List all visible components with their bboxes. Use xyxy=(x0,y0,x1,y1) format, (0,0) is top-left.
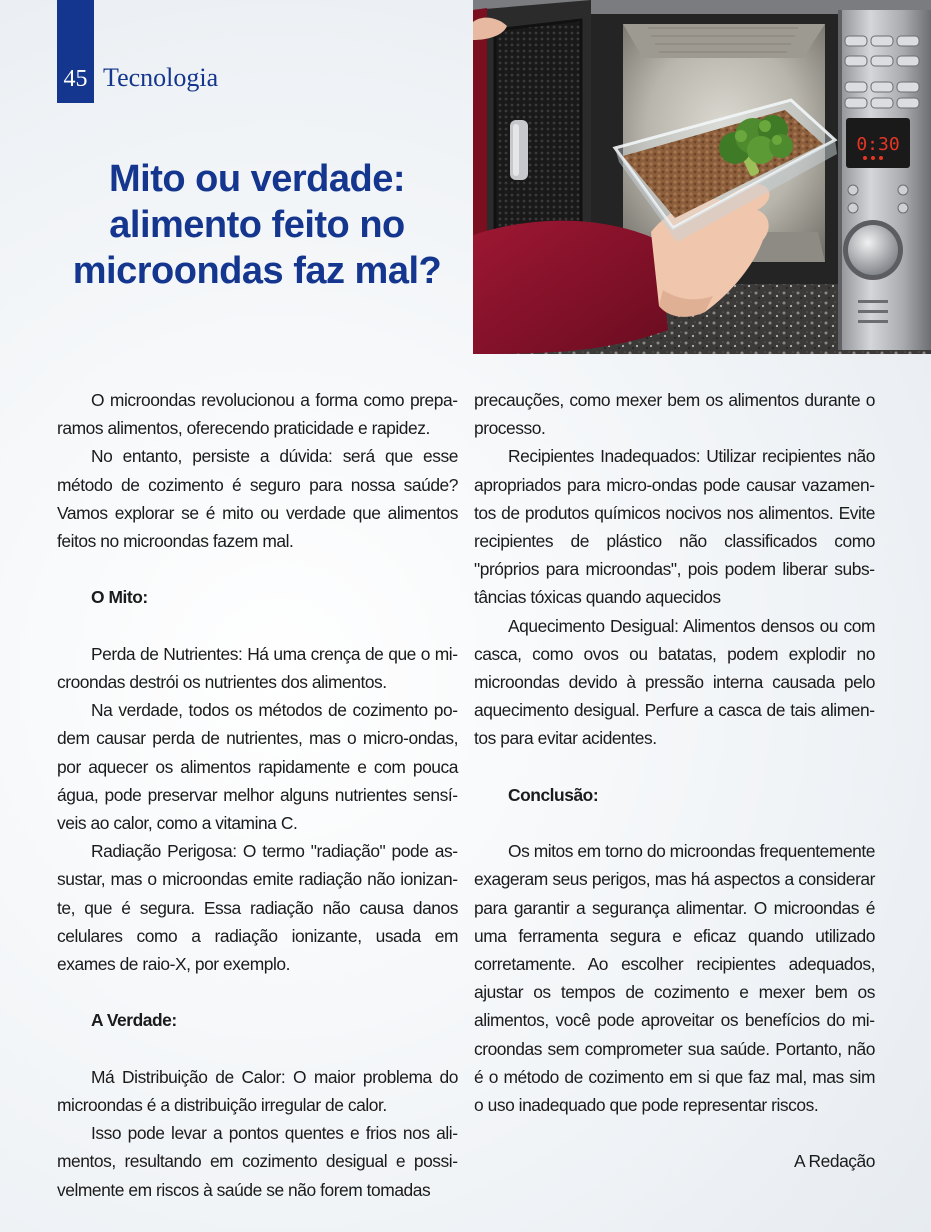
paragraph-conclusion: Os mitos em torno do microondas frequentemente exageram seus perigos, mas há aspectos a considerar para garantir a segurança alimentar. O microondas é uma ferramenta segura e eficaz quando utilizado corretamente. Ao escolher recipientes adequados, ajustar os tempos de cozimento e mexer bem os alimentos, você pode aproveitar os benefícios do microondas sem comprometer sua saúde. Portanto, não é o método de cozimento em si que faz mal, mas sim o uso inadequado que pode representar riscos. xyxy=(474,841,875,1116)
article-title-line-2: alimento feito no xyxy=(109,204,405,246)
article-title-line-1: Mito ou verdade: xyxy=(108,158,406,200)
article-signature: A Redação xyxy=(793,1151,875,1172)
paragraph-heat-distribution: Má Distribuição de Calor: O maior problema do microondas é a distribuição irregular de calor. xyxy=(57,1066,458,1116)
paragraph-hot-spots-continued: precauções, como mexer bem os alimentos durante o processo. xyxy=(474,390,875,439)
heading-myth: O Mito: xyxy=(91,587,148,608)
article-title xyxy=(57,156,457,294)
paragraph-uneven-heating: Aquecimento Desigual: Alimentos densos ou com casca, como ovos ou batatas, podem explodir no microondas devido à pressão interna causada pelo aquecimento desigual. Perfure a casca de tais alimentos para evitar acidentes. xyxy=(474,615,875,749)
microwave-display-text: 0:30 xyxy=(856,134,900,155)
page-number: 45 xyxy=(63,66,88,92)
article-photo xyxy=(473,0,931,354)
paragraph-question: No entanto, persiste a dúvida: será que esse método de cozimento é seguro para nossa saúde? Vamos explorar se é mito ou verdade que alimentos feitos no microondas fazem mal. xyxy=(57,446,458,552)
paragraph-intro: O microondas revolucionou a forma como preparamos alimentos, oferecendo praticidade e rapidez. xyxy=(57,390,458,439)
paragraph-radiation: Radiação Perigosa: O termo "radiação" pode assustar, mas o microondas emite radiação não ionizante, que é segura. Essa radiação não causa danos celulares como a radiação ionizante, usada em exames de raio-X, por exemplo. xyxy=(57,841,458,975)
article-column-left xyxy=(57,386,458,1204)
article-title-line-3: microondas faz mal? xyxy=(72,250,442,292)
page-number-tab xyxy=(57,0,94,103)
article-column-right xyxy=(474,386,875,1176)
paragraph-nutrients: Perda de Nutrientes: Há uma crença de que o microondas destrói os nutrientes dos alimentos. xyxy=(57,643,458,692)
heading-conclusion: Conclusão: xyxy=(508,784,599,805)
paragraph-containers: Recipientes Inadequados: Utilizar recipientes não apropriados para micro-ondas pode causar vazamentos de produtos químicos nocivos nos alimentos. Evite recipientes de plástico não classificados como "próprios para microondas", pois podem liberar substâncias tóxicas quando aquecidos xyxy=(474,446,875,608)
section-title: Tecnologia xyxy=(103,63,219,92)
paragraph-hot-spots: Isso pode levar a pontos quentes e frios nos alimentos, resultando em cozimento desigual e possivelmente em riscos à saúde se não forem tomadas xyxy=(57,1123,458,1200)
paragraph-nutrients-truth: Na verdade, todos os métodos de cozimento podem causar perda de nutrientes, mas o micro-ondas, por aquecer os alimentos rapidamente e com pouca água, pode preservar melhor alguns nutrientes sensíveis ao calor, como a vitamina C. xyxy=(57,700,458,834)
heading-truth: A Verdade: xyxy=(91,1010,177,1031)
